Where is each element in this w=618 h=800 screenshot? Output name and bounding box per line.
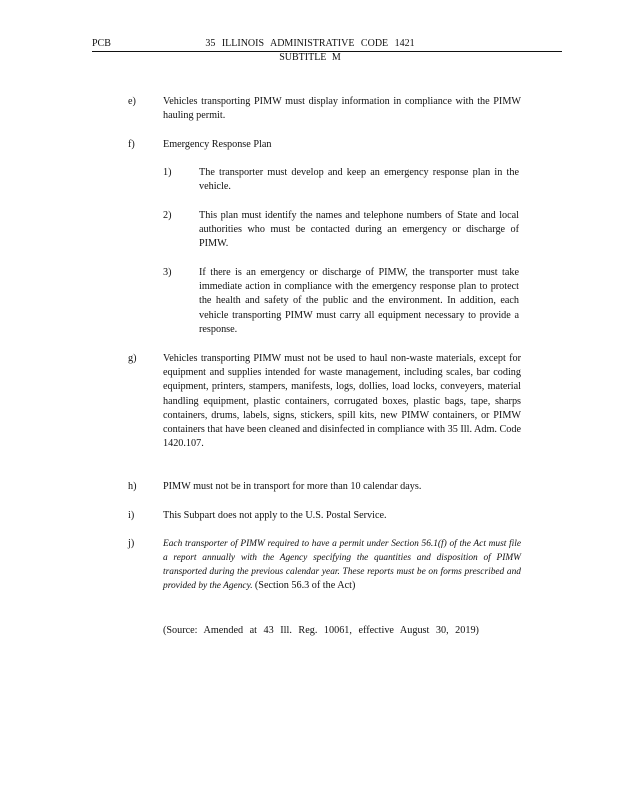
item-label: e) bbox=[128, 96, 136, 107]
header-code-title: 35 ILLINOIS ADMINISTRATIVE CODE 1421 bbox=[205, 38, 415, 49]
subitem-label: 1) bbox=[163, 167, 172, 178]
item-text: Vehicles transporting PIMW must display information in compliance with the PIMW hauling permit. bbox=[163, 96, 521, 122]
statutory-text: Each transporter of PIMW required to have a permit under Section 56.1(f) of the Act must file a report annually with the Agency specifying the quantities and disposition of PIMW transported during the previous calendar year. These reports must be on forms prescribed and provided by the Agency. bbox=[163, 539, 521, 591]
subitem-label: 3) bbox=[163, 267, 172, 278]
statutory-citation: (Section 56.3 of the Act) bbox=[254, 580, 356, 591]
item-j bbox=[128, 537, 528, 593]
subitem-text: This plan must identify the names and telephone numbers of State and local authorities who must be contacted during an emergency or discharge of PIMW. bbox=[199, 210, 519, 250]
item-g bbox=[128, 352, 528, 451]
item-label: h) bbox=[128, 481, 137, 492]
header-agency: PCB bbox=[92, 38, 111, 49]
subitem-text: The transporter must develop and keep an emergency response plan in the vehicle. bbox=[199, 167, 519, 193]
item-text: PIMW must not be in transport for more than 10 calendar days. bbox=[163, 481, 422, 492]
subitem-label: 2) bbox=[163, 210, 172, 221]
subitem-2 bbox=[163, 209, 523, 252]
item-label: j) bbox=[128, 538, 135, 549]
item-i bbox=[128, 509, 528, 523]
item-text: This Subpart does not apply to the U.S. Postal Service. bbox=[163, 510, 387, 521]
subitem-1 bbox=[163, 166, 523, 194]
item-text-statutory bbox=[163, 537, 521, 593]
item-label: i) bbox=[128, 510, 135, 521]
item-text: Vehicles transporting PIMW must not be used to haul non-waste materials, except for equipment and supplies intended for waste management, including scales, bar coding equipment, printers, stampers, manifests, logs, dollies, load locks, conveyers, material handling equipment, plastic containers, corrugated boxes, plastic bags, tape, sharps containers, drums, labels, signs, stickers, spill kits, new PIMW containers, or PIMW containers that have been cleaned and disinfected in compliance with 35 Ill. Adm. Code 1420.107. bbox=[163, 353, 521, 450]
item-e bbox=[128, 95, 528, 123]
source-note: (Source: Amended at 43 Ill. Reg. 10061, effective August 30, 2019) bbox=[163, 625, 479, 636]
item-heading: Emergency Response Plan bbox=[163, 139, 272, 150]
header-subtitle: SUBTITLE M bbox=[279, 52, 341, 63]
subitem-text: If there is an emergency or discharge of PIMW, the transporter must take immediate action in compliance with the emergency response plan to protect the health and safety of the public and the environment. In addition, each vehicle transporting PIMW must carry all equipment necessary to provide a response. bbox=[199, 267, 519, 335]
subitem-3 bbox=[163, 266, 523, 337]
item-f bbox=[128, 138, 528, 152]
item-label: f) bbox=[128, 139, 135, 150]
page-header bbox=[92, 38, 562, 52]
item-h bbox=[128, 480, 528, 494]
item-label: g) bbox=[128, 353, 137, 364]
